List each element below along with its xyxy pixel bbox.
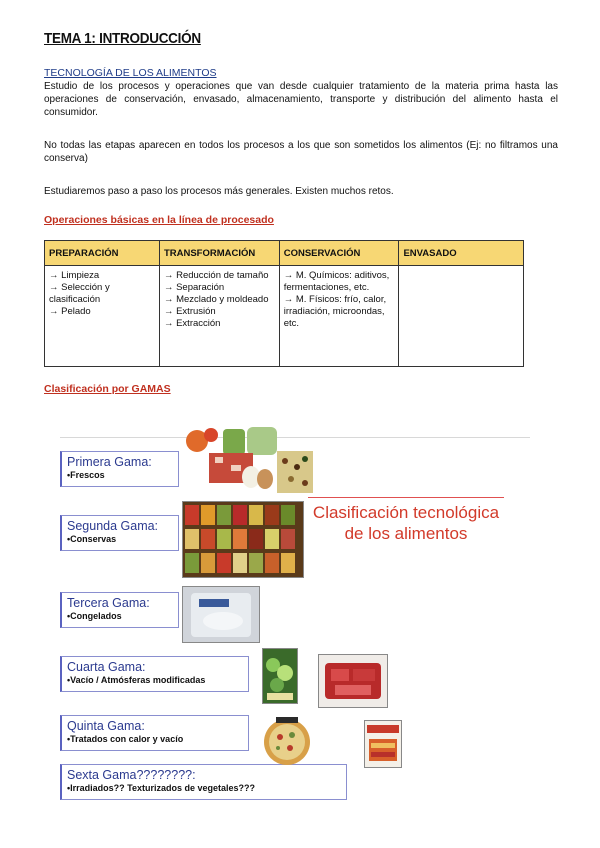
gama-name: Cuarta Gama: xyxy=(67,660,146,674)
gama-box-cuarta xyxy=(60,656,249,692)
gama-box-tercera xyxy=(60,592,179,628)
paragraph-retos: Estudiaremos paso a paso los procesos más generales. Existen muchos retos. xyxy=(44,186,394,197)
pizza-photo xyxy=(262,715,312,767)
lasagna-image xyxy=(365,721,401,767)
table-cell-line: → Limpieza xyxy=(49,270,100,281)
table-header-conservacion: CONSERVACIÓN xyxy=(279,241,399,266)
table-cell-envasado xyxy=(399,266,524,367)
table-cell-line: → Pelado xyxy=(49,306,91,317)
gama-desc: •Conservas xyxy=(67,534,117,544)
gama-desc: •Tratados con calor y vacío xyxy=(67,734,184,744)
section-heading-tecnologia: TECNOLOGÍA DE LOS ALIMENTOS xyxy=(44,67,217,79)
gama-box-primera xyxy=(60,451,179,487)
table-cell-line: → Separación xyxy=(163,282,225,293)
meat-tray-photo xyxy=(318,654,388,708)
gama-name: Sexta Gama????????: xyxy=(67,768,196,782)
table-cell-line: → Mezclado y moldeado xyxy=(163,294,269,305)
page-title: TEMA 1: INTRODUCCIÓN xyxy=(44,30,201,47)
table-header-transformacion: TRANSFORMACIÓN xyxy=(159,241,279,266)
conservas-photo xyxy=(182,501,304,578)
gama-box-sexta xyxy=(60,764,347,800)
gama-desc: •Irradiados?? Texturizados de vegetales??? xyxy=(67,783,256,793)
gama-box-quinta xyxy=(60,715,249,751)
table-cell-line: → Selección y clasificación xyxy=(49,282,110,305)
congelados-photo xyxy=(182,586,260,643)
fresh-food-photo xyxy=(181,427,321,497)
table-cell-line: → Extrusión xyxy=(163,306,216,317)
table-cell-preparacion xyxy=(45,266,160,367)
table-cell-conservacion xyxy=(279,266,399,367)
operations-table xyxy=(44,240,524,367)
gama-box-segunda xyxy=(60,515,179,551)
table-header-envasado: ENVASADO xyxy=(399,241,524,266)
fresh-food-image xyxy=(181,427,321,497)
gama-name: Primera Gama: xyxy=(67,455,152,469)
conservas-image xyxy=(183,502,303,577)
salad-bag-image xyxy=(263,649,297,703)
pizza-image xyxy=(262,715,312,767)
salad-bag-photo xyxy=(262,648,298,704)
gama-name: Quinta Gama: xyxy=(67,719,145,733)
paragraph-etapas: No todas las etapas aparecen en todos los procesos a los que son sometidos los alimentos (Ej: no filtramos una conserva) xyxy=(44,140,558,164)
table-cell-line: → M. Físicos: frío, calor, irradiación, microondas, etc. xyxy=(283,294,387,329)
paragraph-definition: Estudio de los procesos y operaciones que van desde cualquier tratamiento de la materia prima hasta las operaciones de conservación, envasado, almacenamiento, transporte y distribución del alimento hasta el consumidor. xyxy=(44,81,558,118)
table-header-preparacion: PREPARACIÓN xyxy=(45,241,160,266)
congelados-image xyxy=(183,587,259,642)
table-cell-transformacion xyxy=(159,266,279,367)
gama-name: Tercera Gama: xyxy=(67,596,150,610)
table-cell-line: → M. Químicos: aditivos, fermentaciones, etc. xyxy=(283,270,390,293)
meat-tray-image xyxy=(319,655,387,707)
table-cell-line: → Extracción xyxy=(163,318,221,329)
gama-desc: •Congelados xyxy=(67,611,122,621)
gama-desc: •Vacío / Atmósferas modificadas xyxy=(67,675,206,685)
section-heading-operaciones: Operaciones básicas en la línea de procesado xyxy=(44,214,274,226)
slide-title: Clasificación tecnológica de los alimentos xyxy=(308,497,504,574)
gama-desc: •Frescos xyxy=(67,470,105,480)
lasagna-photo xyxy=(364,720,402,768)
gama-name: Segunda Gama: xyxy=(67,519,159,533)
table-cell-line: → Reducción de tamaño xyxy=(163,270,269,281)
section-heading-gamas: Clasificación por GAMAS xyxy=(44,383,171,395)
